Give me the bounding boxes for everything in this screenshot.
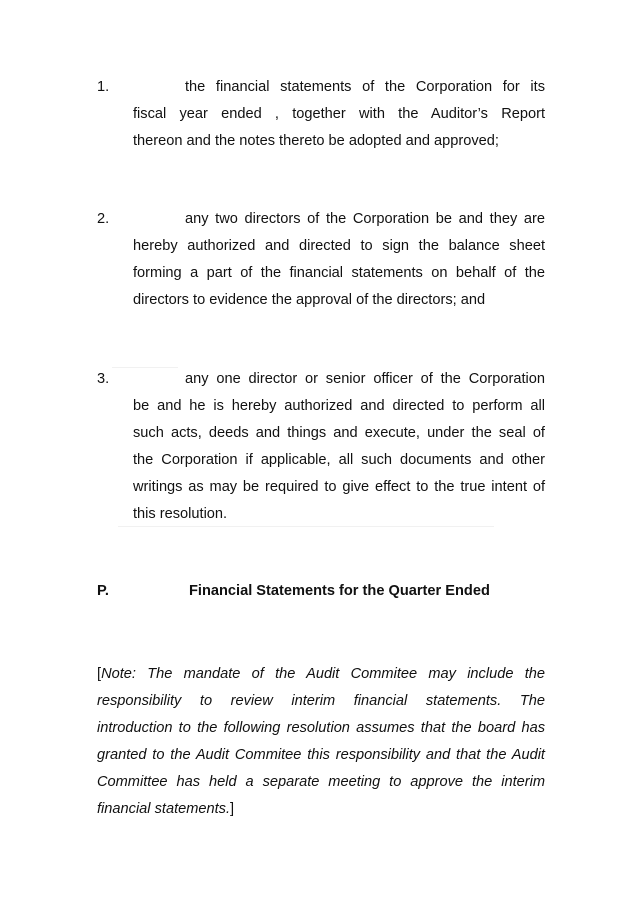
resolution-line: writings as may be required to give effect to the true intent of <box>133 479 545 495</box>
resolution-line: hereby authorized and directed to sign the balance sheet <box>133 238 545 254</box>
resolution-line: thereon and the notes thereto be adopted and approved; <box>133 133 499 149</box>
resolution-line: such acts, deeds and things and execute, under the seal of <box>133 425 545 441</box>
note-line: granted to the Audit Commitee this responsibility and that the Audit <box>97 747 545 763</box>
note-open-bracket: [ <box>97 666 102 682</box>
section-letter: P. <box>97 583 109 599</box>
resolution-line: any one director or senior officer of the Corporation <box>185 371 545 387</box>
note-line: introduction to the following resolution assumes that the board has <box>97 720 545 736</box>
resolution-line: the Corporation if applicable, all such documents and other <box>133 452 545 468</box>
resolution-line: the financial statements of the Corporation for its <box>185 79 545 95</box>
resolution-line: fiscal year ended , together with the Auditor’s Report <box>133 106 545 122</box>
resolution-line: directors to evidence the approval of the directors; and <box>133 292 486 308</box>
resolution-number: 2. <box>97 211 110 227</box>
resolution-3 <box>97 366 545 528</box>
editorial-note <box>97 661 545 823</box>
resolution-line: forming a part of the financial statements on behalf of the <box>133 265 545 281</box>
note-line <box>97 796 545 823</box>
resolution-line: any two directors of the Corporation be and they are <box>185 211 545 227</box>
note-close-bracket: ] <box>230 801 235 817</box>
section-title: Financial Statements for the Quarter Ended <box>189 583 490 599</box>
note-line: responsibility to review interim financial statements. The <box>97 693 545 709</box>
resolution-number: 3. <box>97 371 110 387</box>
resolution-number: 1. <box>97 79 110 95</box>
resolution-line: be and he is hereby authorized and directed to perform all <box>133 398 545 414</box>
note-text: Note: The mandate of the Audit Commitee may include the <box>101 666 545 682</box>
resolution-2 <box>97 206 545 314</box>
resolution-line: this resolution. <box>133 506 228 522</box>
note-line: Committee has held a separate meeting to approve the interim <box>97 774 545 790</box>
note-text: financial statements. <box>97 801 231 817</box>
note-line <box>97 661 545 688</box>
section-heading <box>97 581 490 601</box>
resolution-1 <box>97 74 545 155</box>
